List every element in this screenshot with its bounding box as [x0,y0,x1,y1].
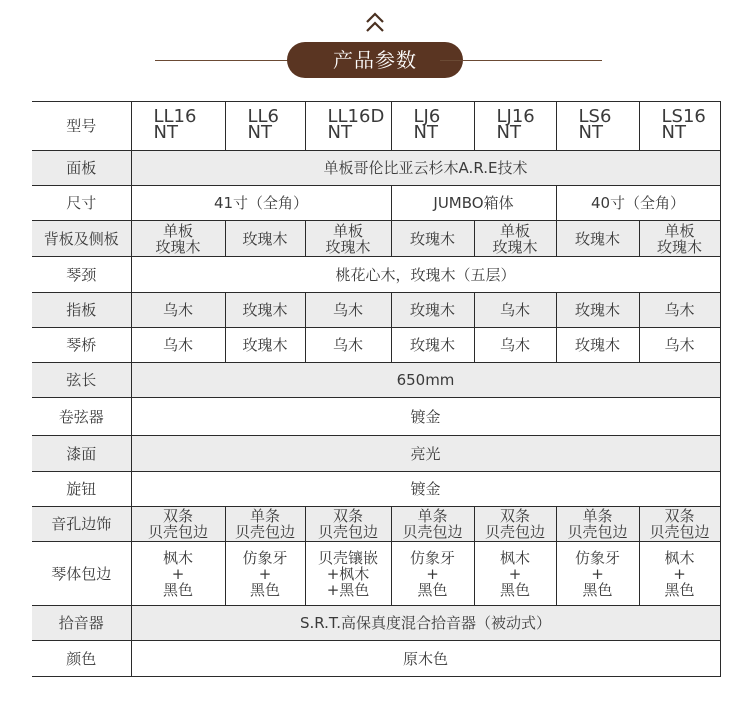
model-cell: LL6 NT [225,102,305,151]
fingerboard-cell: 玫瑰木 [225,293,305,328]
bridge-cell: 玫瑰木 [556,328,639,363]
back-sides-cell: 单板 玫瑰木 [474,221,556,257]
label-scale: 弦长 [32,363,131,398]
bridge-cell: 乌木 [131,328,225,363]
value-tuners: 镀金 [131,398,720,436]
fingerboard-cell: 乌木 [639,293,720,328]
model-cell: LJ6 NT [391,102,474,151]
label-rosette: 音孔边饰 [32,507,131,542]
bridge-cell: 玫瑰木 [225,328,305,363]
rosette-cell: 双条 贝壳包边 [305,507,391,542]
label-color: 颜色 [32,641,131,677]
spec-table [32,101,721,677]
binding-cell: 枫木 + 黑色 [639,542,720,606]
bridge-cell: 玫瑰木 [391,328,474,363]
value-scale: 650mm [131,363,720,398]
label-top: 面板 [32,151,131,186]
row-knobs [32,472,720,507]
value-size-ls: 40寸（全角） [556,186,720,221]
value-size-ll: 41寸（全角） [131,186,391,221]
fingerboard-cell: 乌木 [305,293,391,328]
label-tuners: 卷弦器 [32,398,131,436]
back-sides-cell: 单板 玫瑰木 [131,221,225,257]
binding-cell: 仿象牙 + 黑色 [556,542,639,606]
label-binding: 琴体包边 [32,542,131,606]
fingerboard-cell: 玫瑰木 [556,293,639,328]
row-size [32,186,720,221]
binding-cell: 贝壳镶嵌 +枫木 +黑色 [305,542,391,606]
label-model: 型号 [32,102,131,151]
label-knobs: 旋钮 [32,472,131,507]
label-back-sides: 背板及侧板 [32,221,131,257]
row-rosette [32,507,720,542]
section-header [0,0,750,100]
rosette-cell: 双条 贝壳包边 [474,507,556,542]
rosette-cell: 双条 贝壳包边 [639,507,720,542]
value-top: 单板哥伦比亚云杉木A.R.E技术 [131,151,720,186]
binding-cell: 仿象牙 + 黑色 [225,542,305,606]
back-sides-cell: 玫瑰木 [556,221,639,257]
label-bridge: 琴桥 [32,328,131,363]
value-size-lj: JUMBO箱体 [391,186,556,221]
model-cell: LJ16 NT [474,102,556,151]
row-scale [32,363,720,398]
label-neck: 琴颈 [32,257,131,293]
model-cell: LL16D NT [305,102,391,151]
value-knobs: 镀金 [131,472,720,507]
fingerboard-cell: 乌木 [131,293,225,328]
row-binding [32,542,720,606]
row-fingerboard [32,293,720,328]
value-neck: 桃花心木，玫瑰木（五层） [131,257,720,293]
value-finish: 亮光 [131,436,720,472]
label-size: 尺寸 [32,186,131,221]
row-top [32,151,720,186]
rosette-cell: 双条 贝壳包边 [131,507,225,542]
label-fingerboard: 指板 [32,293,131,328]
rosette-cell: 单条 贝壳包边 [556,507,639,542]
row-color [32,641,720,677]
rosette-cell: 单条 贝壳包边 [391,507,474,542]
section-title: 产品参数 [287,42,463,78]
binding-cell: 枫木 + 黑色 [474,542,556,606]
back-sides-cell: 单板 玫瑰木 [305,221,391,257]
header-rule-right [440,60,602,61]
back-sides-cell: 玫瑰木 [391,221,474,257]
fingerboard-cell: 乌木 [474,293,556,328]
row-tuners [32,398,720,436]
value-pickup: S.R.T.高保真度混合拾音器（被动式） [131,606,720,641]
row-finish [32,436,720,472]
model-cell: LS6 NT [556,102,639,151]
double-chevron-up-icon[interactable] [363,10,387,36]
binding-cell: 枫木 + 黑色 [131,542,225,606]
model-cell: LS16 NT [639,102,720,151]
binding-cell: 仿象牙 + 黑色 [391,542,474,606]
bridge-cell: 乌木 [305,328,391,363]
value-color: 原木色 [131,641,720,677]
fingerboard-cell: 玫瑰木 [391,293,474,328]
row-model [32,102,720,151]
label-pickup: 拾音器 [32,606,131,641]
rosette-cell: 单条 贝壳包边 [225,507,305,542]
back-sides-cell: 单板 玫瑰木 [639,221,720,257]
row-pickup [32,606,720,641]
bridge-cell: 乌木 [639,328,720,363]
model-cell: LL16 NT [131,102,225,151]
label-finish: 漆面 [32,436,131,472]
row-back-sides [32,221,720,257]
back-sides-cell: 玫瑰木 [225,221,305,257]
row-neck [32,257,720,293]
bridge-cell: 乌木 [474,328,556,363]
row-bridge [32,328,720,363]
